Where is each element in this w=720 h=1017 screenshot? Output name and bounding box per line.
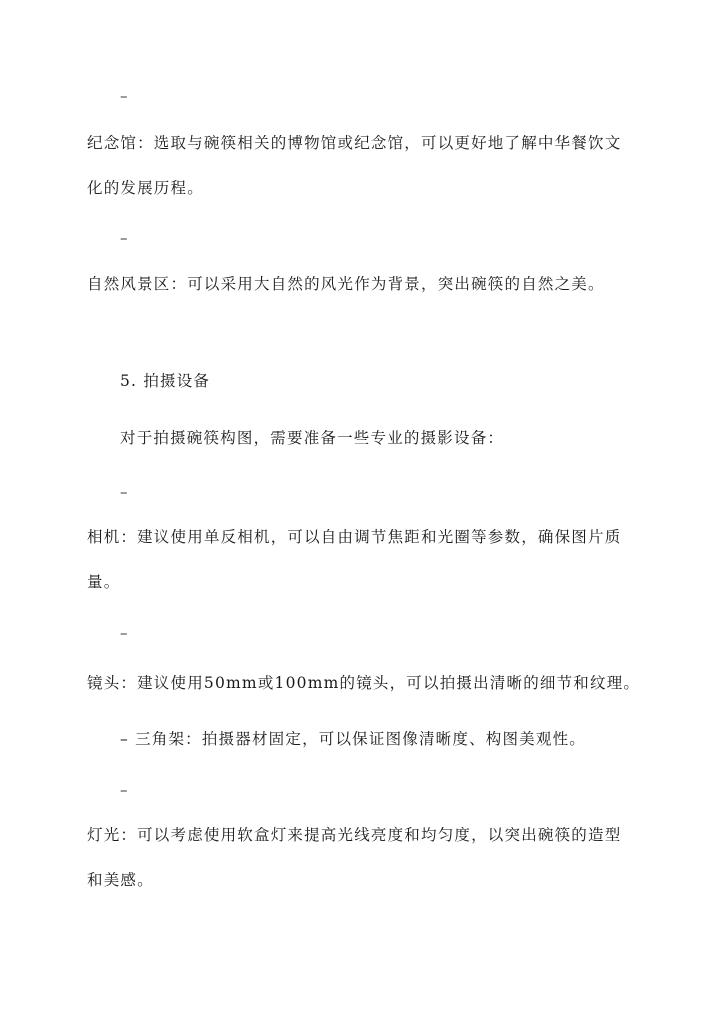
paragraph-line: 相机：建议使用单反相机，可以自由调节焦距和光圈等参数，确保图片质: [87, 528, 622, 546]
bullet-dash: –: [120, 483, 128, 501]
paragraph-line: 和美感。: [87, 871, 154, 889]
paragraph-line: 化的发展历程。: [87, 179, 204, 197]
paragraph-line: 纪念馆：选取与碗筷相关的博物馆或纪念馆，可以更好地了解中华餐饮文: [87, 134, 622, 152]
bullet-dash: –: [120, 87, 128, 105]
intro-paragraph: 对于拍摄碗筷构图，需要准备一些专业的摄影设备：: [120, 429, 505, 447]
paragraph-line: 量。: [87, 573, 121, 591]
bullet-dash: –: [120, 781, 128, 799]
paragraph-line: – 三角架：拍摄器材固定，可以保证图像清晰度、构图美观性。: [120, 730, 586, 748]
section-heading: 5. 拍摄设备: [120, 372, 211, 390]
paragraph-line: 灯光：可以考虑使用软盒灯来提高光线亮度和均匀度，以突出碗筷的造型: [87, 826, 622, 844]
bullet-dash: –: [120, 624, 128, 642]
bullet-dash: –: [120, 229, 128, 247]
paragraph-line: 自然风景区：可以采用大自然的风光作为背景，突出碗筷的自然之美。: [87, 275, 605, 293]
paragraph-line: 镜头：建议使用50mm或100mm的镜头，可以拍摄出清晰的细节和纹理。: [87, 674, 641, 692]
